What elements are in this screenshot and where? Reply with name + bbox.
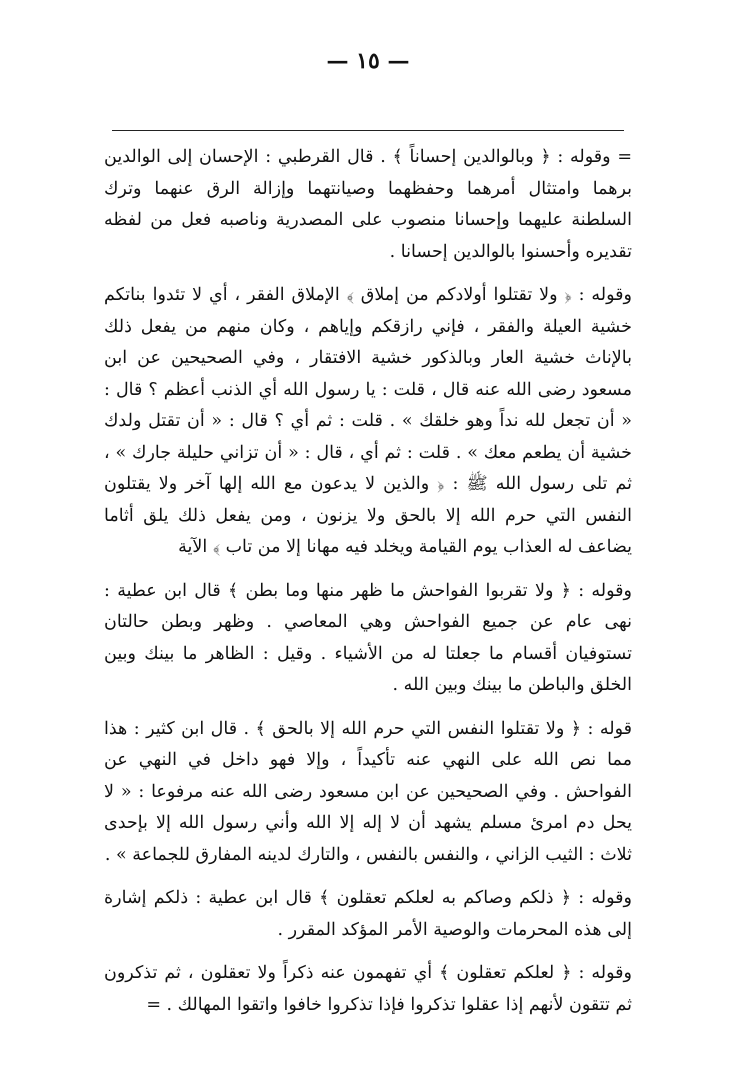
paragraph-children: وقوله : ﴿ ولا تقتلوا أولادكم من إملاق ﴾ الإملاق الفقر ، أي لا تئدوا بناتكم خشية العيلة والفقر ، فإني رازقكم وإياهم ، وكان منهم من يفعل ذلك بالإناث خشية العار وبالذكور خشية الافتقار ، وفي الصحيحين عن ابن مسعود رضى الله عنه قال ، قلت : يا رسول الله أي الذنب أعظم ؟ قال : « أن تجعل لله نداً وهو خلقك » . قلت : ثم أي ؟ قال : « أن تقتل ولدك خشية أن يطعم معك » . قلت : ثم أي ، قال : « أن تزاني حليلة جارك » ، ثم تلى رسول الله ﷺ : ﴿ والذين لا يدعون مع الله إلها آخر ولا يقتلون النفس التي حرم الله إلا بالحق ولا يزنون ، ومن يفعل ذلك يلق أثاما يضاعف له العذاب يوم القيامة ويخلد فيه مهانا إلا من تاب ﴾ الآية bbox=[104, 285, 632, 557]
paragraph-reason: وقوله : ﴿ لعلكم تعقلون ﴾ أي تفهمون عنه ذكراً ولا تعقلون ، ثم تذكرون ثم تتقون لأنهم إذا عقلوا تذكروا فإذا تذكروا خافوا واتقوا المهالك . = bbox=[104, 963, 632, 1015]
paragraph-parents: = وقوله : ﴿ وبالوالدين إحساناً ﴾ . قال القرطبي : الإحسان إلى الوالدين برهما وامتثال أمرهما وحفظهما وصيانتهما وإزالة الرق عنهما وترك السلطنة عليهما وإحسانا منصوب على المصدرية وناصبه فعل من لفظه تقديره وأحسنوا بالوالدين إحسانا . bbox=[104, 147, 632, 262]
paragraph-commanded: وقوله : ﴿ ذلكم وصاكم به لعلكم تعقلون ﴾ قال ابن عطية : ذلكم إشارة إلى هذه المحرمات والوصية الأمر المؤكد المقرر . bbox=[104, 888, 632, 940]
paragraph-soul: قوله : ﴿ ولا تقتلوا النفس التي حرم الله إلا بالحق ﴾ . قال ابن كثير : هذا مما نص الله على النهي عنه تأكيداً ، وإلا فهو داخل في النهي عن الفواحش . وفي الصحيحين عن ابن مسعود رضى الله عنه مرفوعا : « لا يحل دم امرئ مسلم يشهد أن لا إله إلا الله وأني رسول الله إلا بإحدى ثلاث : الثيب الزاني ، والنفس بالنفس ، والتارك لدينه المفارق للجماعة » . bbox=[104, 718, 632, 865]
header-rule bbox=[112, 130, 624, 131]
page-number: — ١٥ — bbox=[326, 48, 410, 74]
paragraph-indecencies: وقوله : ﴿ ولا تقربوا الفواحش ما ظهر منها وما بطن ﴾ قال ابن عطية : نهى عام عن جميع الفواحش وهي المعاصي . وظهر وبطن حالتان تستوفيان أقسام ما جعلتا له من الأشياء . وقيل : الظاهر ما بينك وبين الخلق والباطن ما بينك وبين الله . bbox=[104, 580, 632, 695]
page-body bbox=[104, 142, 632, 1033]
